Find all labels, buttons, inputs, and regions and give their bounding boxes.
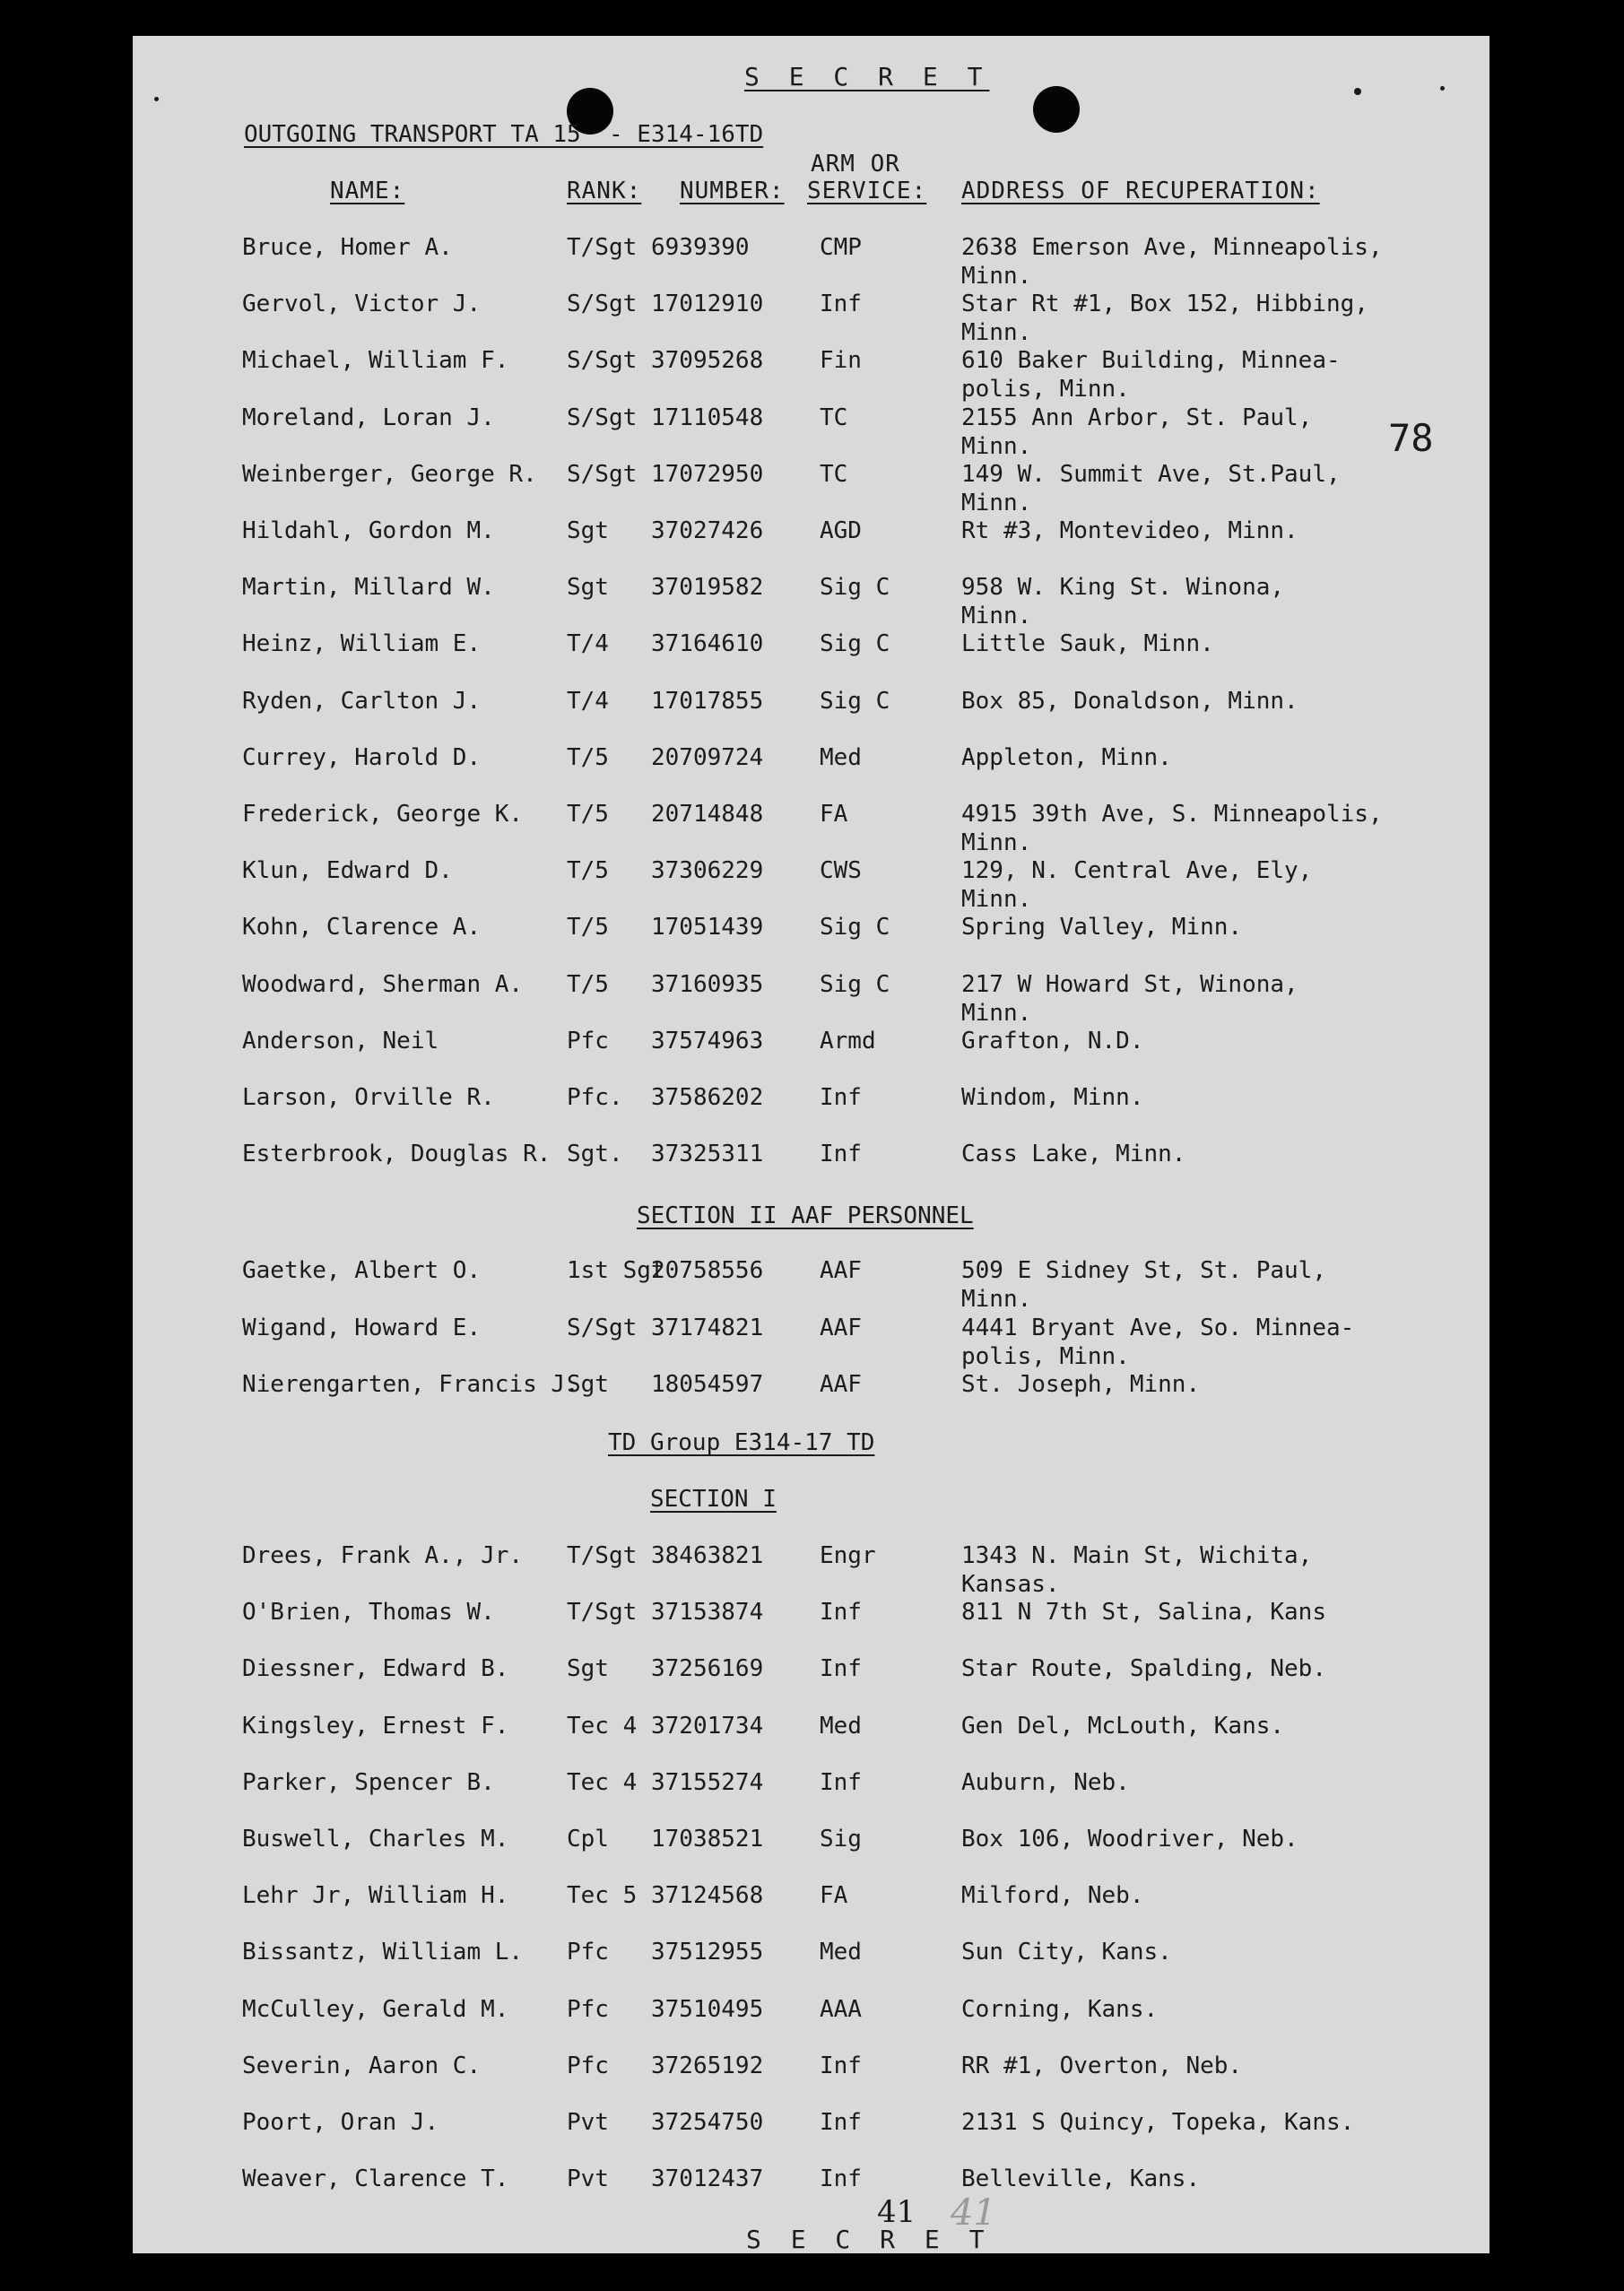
person-rank: T/4	[567, 630, 609, 658]
person-name: Hildahl, Gordon M.	[242, 517, 495, 544]
service-number: 37095268	[651, 347, 764, 375]
service-number: 37254750	[651, 2109, 764, 2136]
address-line-2: Minn.	[961, 1286, 1032, 1313]
address-line-2: Kansas.	[961, 1571, 1060, 1598]
service-number: 37174821	[651, 1314, 764, 1341]
address-line-2: Minn.	[961, 489, 1032, 516]
col-header-rank: RANK:	[567, 178, 642, 204]
address-line-1: Star Rt #1, Box 152, Hibbing,	[961, 291, 1368, 318]
person-name: Heinz, William E.	[242, 630, 482, 658]
arm-or-service: AAF	[820, 1257, 862, 1284]
punch-hole-right	[1033, 86, 1080, 133]
person-rank: Sgt	[567, 517, 609, 544]
service-number: 17051439	[651, 914, 764, 942]
address-line-2: Minn.	[961, 603, 1032, 630]
person-rank: Pfc	[567, 1027, 609, 1054]
person-name: Poort, Oran J.	[242, 2109, 439, 2136]
person-name: Lehr Jr, William H.	[242, 1882, 509, 1910]
person-name: Gaetke, Albert O.	[242, 1257, 482, 1284]
page-number-pencil: 41	[951, 2192, 996, 2234]
arm-or-service: TC	[820, 460, 848, 488]
address-line-1: 129, N. Central Ave, Ely,	[961, 857, 1313, 885]
address-line-1: St. Joseph, Minn.	[961, 1371, 1201, 1398]
classification-bottom: S E C R E T	[746, 2225, 992, 2254]
person-rank: Pvt	[567, 2109, 609, 2136]
address-line-1: 958 W. King St. Winona,	[961, 574, 1285, 602]
person-rank: Pfc	[567, 1939, 609, 1966]
address-line-1: 4915 39th Ave, S. Minneapolis,	[961, 801, 1383, 828]
person-rank: T/5	[567, 801, 609, 828]
arm-or-service: AGD	[820, 517, 862, 544]
arm-or-service: Sig C	[820, 630, 890, 658]
arm-or-service: Inf	[820, 1084, 862, 1111]
service-number: 38463821	[651, 1542, 764, 1569]
service-number: 37512955	[651, 1939, 764, 1966]
address-line-1: Milford, Neb.	[961, 1882, 1144, 1910]
service-number: 20709724	[651, 743, 764, 771]
arm-or-service: Engr	[820, 1542, 876, 1569]
person-rank: T/Sgt	[567, 1599, 638, 1627]
col-header-service-top: ARM OR	[811, 151, 900, 178]
col-header-number: NUMBER:	[680, 178, 785, 204]
arm-or-service: Sig C	[820, 970, 890, 998]
person-name: Bruce, Homer A.	[242, 234, 453, 261]
speck	[154, 97, 159, 101]
service-number: 17012910	[651, 291, 764, 318]
address-line-1: Belleville, Kans.	[961, 2165, 1201, 2193]
person-name: Parker, Spencer B.	[242, 1768, 495, 1796]
person-name: Martin, Millard W.	[242, 574, 495, 602]
person-name: Severin, Aaron C.	[242, 2052, 482, 2079]
person-name: Kohn, Clarence A.	[242, 914, 482, 942]
address-line-1: Sun City, Kans.	[961, 1939, 1172, 1966]
person-name: Larson, Orville R.	[242, 1084, 495, 1111]
address-line-1: Gen Del, McLouth, Kans.	[961, 1712, 1285, 1740]
person-rank: Pfc	[567, 1995, 609, 2023]
person-name: Diessner, Edward B.	[242, 1655, 509, 1683]
transport-title: OUTGOING TRANSPORT TA 15_ - E314-16TD	[244, 121, 764, 148]
address-line-1: Cass Lake, Minn.	[961, 1141, 1186, 1168]
service-number: 37012437	[651, 2165, 764, 2193]
address-line-1: 149 W. Summit Ave, St.Paul,	[961, 460, 1341, 488]
person-name: Frederick, George K.	[242, 801, 524, 828]
service-number: 37155274	[651, 1768, 764, 1796]
person-rank: T/5	[567, 914, 609, 942]
person-name: Buswell, Charles M.	[242, 1826, 509, 1853]
service-number: 37124568	[651, 1882, 764, 1910]
service-number: 6939390	[651, 234, 750, 261]
arm-or-service: Med	[820, 743, 862, 771]
person-rank: Tec 5	[567, 1882, 638, 1910]
person-name: Klun, Edward D.	[242, 857, 453, 885]
person-rank: S/Sgt	[567, 347, 638, 375]
person-rank: S/Sgt	[567, 291, 638, 318]
arm-or-service: Inf	[820, 1768, 862, 1796]
person-name: Bissantz, William L.	[242, 1939, 524, 1966]
group-heading: TD Group E314-17 TD	[608, 1429, 875, 1456]
section-heading-aaf: SECTION II AAF PERSONNEL	[637, 1202, 974, 1229]
arm-or-service: Inf	[820, 1141, 862, 1168]
address-line-1: 1343 N. Main St, Wichita,	[961, 1542, 1313, 1569]
address-line-1: 217 W Howard St, Winona,	[961, 970, 1298, 998]
person-name: Michael, William F.	[242, 347, 509, 375]
person-rank: T/Sgt	[567, 234, 638, 261]
address-line-1: Appleton, Minn.	[961, 743, 1172, 771]
address-line-1: Corning, Kans.	[961, 1995, 1159, 2023]
service-number: 37160935	[651, 970, 764, 998]
arm-or-service: AAF	[820, 1371, 862, 1398]
arm-or-service: TC	[820, 404, 848, 431]
person-rank: T/5	[567, 857, 609, 885]
address-line-1: 610 Baker Building, Minnea-	[961, 347, 1341, 375]
service-number: 18054597	[651, 1371, 764, 1398]
address-line-1: Spring Valley, Minn.	[961, 914, 1243, 942]
address-line-1: 2155 Ann Arbor, St. Paul,	[961, 404, 1313, 431]
arm-or-service: CWS	[820, 857, 862, 885]
service-number: 37164610	[651, 630, 764, 658]
service-number: 17110548	[651, 404, 764, 431]
person-name: Esterbrook, Douglas R.	[242, 1141, 551, 1168]
person-rank: S/Sgt	[567, 404, 638, 431]
address-line-1: Box 85, Donaldson, Minn.	[961, 687, 1298, 715]
arm-or-service: CMP	[820, 234, 862, 261]
service-number: 20758556	[651, 1257, 764, 1284]
person-rank: Tec 4	[567, 1712, 638, 1740]
arm-or-service: Med	[820, 1712, 862, 1740]
person-rank: S/Sgt	[567, 460, 638, 488]
service-number: 37019582	[651, 574, 764, 602]
service-number: 37574963	[651, 1027, 764, 1054]
person-rank: 1st Sgt	[567, 1257, 665, 1284]
arm-or-service: Sig C	[820, 687, 890, 715]
person-name: Kingsley, Ernest F.	[242, 1712, 509, 1740]
person-rank: T/Sgt	[567, 1542, 638, 1569]
service-number: 37256169	[651, 1655, 764, 1683]
arm-or-service: Inf	[820, 2109, 862, 2136]
address-line-2: polis, Minn.	[961, 1342, 1130, 1370]
person-rank: Pfc.	[567, 1084, 623, 1111]
address-line-1: 2638 Emerson Ave, Minneapolis,	[961, 234, 1383, 261]
person-rank: T/4	[567, 687, 609, 715]
person-rank: Sgt	[567, 1371, 609, 1398]
arm-or-service: Inf	[820, 2165, 862, 2193]
address-line-2: Minn.	[961, 829, 1032, 856]
person-name: Drees, Frank A., Jr.	[242, 1542, 524, 1569]
service-number: 20714848	[651, 801, 764, 828]
address-line-2: Minn.	[961, 319, 1032, 347]
address-line-1: Grafton, N.D.	[961, 1027, 1144, 1054]
address-line-2: Minn.	[961, 263, 1032, 290]
address-line-1: Star Route, Spalding, Neb.	[961, 1655, 1326, 1683]
person-name: Anderson, Neil	[242, 1027, 439, 1054]
person-rank: Sgt.	[567, 1141, 623, 1168]
address-line-1: Rt #3, Montevideo, Minn.	[961, 517, 1298, 544]
arm-or-service: Med	[820, 1939, 862, 1966]
service-number: 17017855	[651, 687, 764, 715]
address-line-1: Windom, Minn.	[961, 1084, 1144, 1111]
service-number: 37510495	[651, 1995, 764, 2023]
address-line-1: 811 N 7th St, Salina, Kans	[961, 1599, 1326, 1627]
person-rank: Sgt	[567, 574, 609, 602]
address-line-1: Auburn, Neb.	[961, 1768, 1130, 1796]
speck	[1440, 86, 1445, 91]
person-rank: Tec 4	[567, 1768, 638, 1796]
arm-or-service: Sig C	[820, 574, 890, 602]
person-name: Wigand, Howard E.	[242, 1314, 482, 1341]
arm-or-service: Sig	[820, 1826, 862, 1853]
service-number: 37201734	[651, 1712, 764, 1740]
service-number: 37265192	[651, 2052, 764, 2079]
address-line-2: polis, Minn.	[961, 376, 1130, 404]
person-name: Weinberger, George R.	[242, 460, 537, 488]
col-header-address: ADDRESS OF RECUPERATION:	[961, 178, 1320, 204]
service-number: 37027426	[651, 517, 764, 544]
arm-or-service: Inf	[820, 291, 862, 318]
person-name: Nierengarten, Francis J.	[242, 1371, 579, 1398]
margin-number: 78	[1388, 416, 1434, 460]
service-number: 37153874	[651, 1599, 764, 1627]
person-rank: Cpl	[567, 1826, 609, 1853]
address-line-1: Little Sauk, Minn.	[961, 630, 1214, 658]
arm-or-service: FA	[820, 801, 848, 828]
arm-or-service: Inf	[820, 1599, 862, 1627]
address-line-2: Minn.	[961, 432, 1032, 460]
arm-or-service: Sig C	[820, 914, 890, 942]
service-number: 37325311	[651, 1141, 764, 1168]
address-line-1: 2131 S Quincy, Topeka, Kans.	[961, 2109, 1355, 2136]
service-number: 17038521	[651, 1826, 764, 1853]
arm-or-service: AAA	[820, 1995, 862, 2023]
person-name: Currey, Harold D.	[242, 743, 482, 771]
person-name: Woodward, Sherman A.	[242, 970, 524, 998]
service-number: 37586202	[651, 1084, 764, 1111]
person-name: O'Brien, Thomas W.	[242, 1599, 495, 1627]
person-rank: Sgt	[567, 1655, 609, 1683]
service-number: 17072950	[651, 460, 764, 488]
person-name: Ryden, Carlton J.	[242, 687, 482, 715]
address-line-2: Minn.	[961, 886, 1032, 914]
col-header-service: SERVICE:	[807, 178, 927, 204]
person-name: McCulley, Gerald M.	[242, 1995, 509, 2023]
arm-or-service: Fin	[820, 347, 862, 375]
arm-or-service: Inf	[820, 2052, 862, 2079]
person-rank: T/5	[567, 743, 609, 771]
person-rank: S/Sgt	[567, 1314, 638, 1341]
section-heading-1: SECTION I	[650, 1486, 777, 1513]
speck	[1354, 88, 1361, 95]
address-line-1: Box 106, Woodriver, Neb.	[961, 1826, 1298, 1853]
classification-top: S E C R E T	[744, 62, 990, 91]
arm-or-service: AAF	[820, 1314, 862, 1341]
arm-or-service: FA	[820, 1882, 848, 1910]
arm-or-service: Armd	[820, 1027, 876, 1054]
address-line-1: RR #1, Overton, Neb.	[961, 2052, 1243, 2079]
service-number: 37306229	[651, 857, 764, 885]
page-number-typed: 41	[877, 2194, 916, 2230]
person-rank: Pvt	[567, 2165, 609, 2193]
address-line-1: 509 E Sidney St, St. Paul,	[961, 1257, 1326, 1284]
person-name: Gervol, Victor J.	[242, 291, 482, 318]
address-line-1: 4441 Bryant Ave, So. Minnea-	[961, 1314, 1355, 1341]
arm-or-service: Inf	[820, 1655, 862, 1683]
address-line-2: Minn.	[961, 999, 1032, 1027]
person-name: Weaver, Clarence T.	[242, 2165, 509, 2193]
person-name: Moreland, Loran J.	[242, 404, 495, 431]
person-rank: Pfc	[567, 2052, 609, 2079]
col-header-name: NAME:	[330, 178, 405, 204]
person-rank: T/5	[567, 970, 609, 998]
